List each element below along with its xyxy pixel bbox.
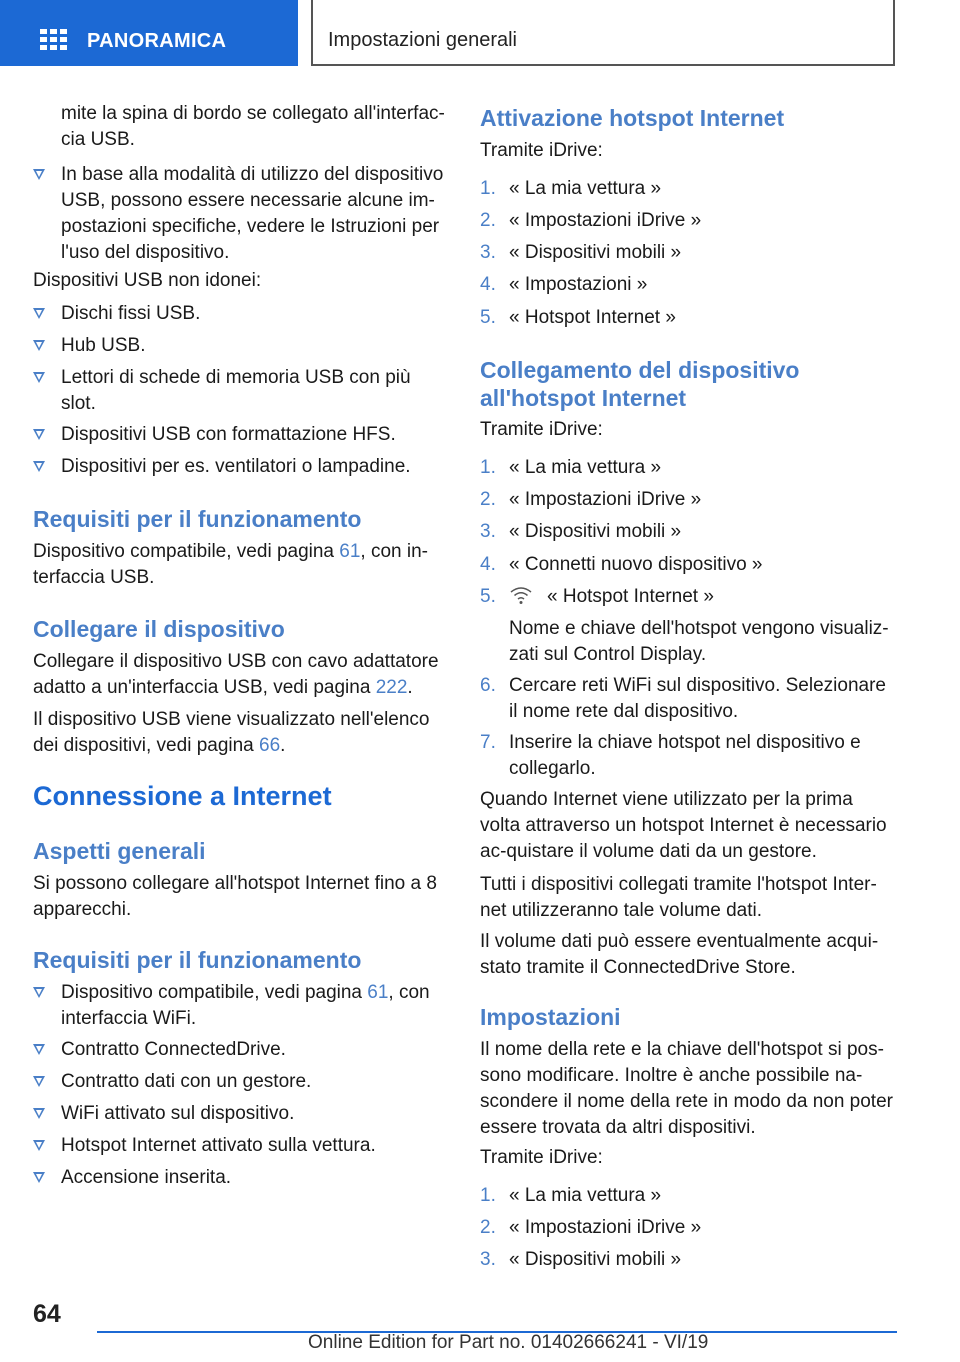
list-item bbox=[33, 1165, 445, 1191]
list-item: 3. « Dispositivi mobili » bbox=[480, 1249, 682, 1270]
triangle-bullet-icon bbox=[33, 1140, 45, 1151]
page-number: 64 bbox=[33, 1300, 61, 1328]
section-heading: Collegamento del dispositivo all'hotspot Internet bbox=[480, 357, 800, 411]
list-item-text: Dispositivi per es. ventilatori o lampadine. bbox=[61, 456, 411, 477]
paragraph: Tutti i dispositivi collegati tramite l'hotspot Inter-net utilizzeranno tale volume dati. bbox=[480, 874, 877, 921]
paragraph: Si possono collegare all'hotspot Internet fino a 8 apparecchi. bbox=[33, 873, 437, 920]
triangle-bullet-icon bbox=[33, 1076, 45, 1087]
paragraph: Tramite iDrive: bbox=[480, 1147, 603, 1168]
triangle-bullet-icon bbox=[33, 987, 45, 998]
paragraph: Tramite iDrive: bbox=[480, 419, 603, 440]
list-item: 3. « Dispositivi mobili » bbox=[480, 242, 682, 263]
list-item-text: Dispositivi USB con formattazione HFS. bbox=[61, 424, 396, 445]
list-item: 1. « La mia vettura » bbox=[480, 178, 662, 199]
page-link[interactable]: 222 bbox=[375, 677, 408, 698]
list-item-text: Dischi fissi USB. bbox=[61, 303, 201, 324]
paragraph: Dispositivo compatibile, vedi pagina 61, con in-terfaccia USB. bbox=[33, 541, 429, 588]
list-item: 4. « Connetti nuovo dispositivo » bbox=[480, 554, 763, 575]
unsuitable-intro: Dispositivi USB non idonei: bbox=[33, 270, 262, 291]
list-item: 3. « Dispositivi mobili » bbox=[480, 521, 682, 542]
footer-edition: Online Edition for Part no. 01402666241 - VI/19 bbox=[308, 1332, 709, 1353]
chapter-heading: Connessione a Internet bbox=[33, 781, 332, 811]
list-item: 6. Cercare reti WiFi sul dispositivo. Selezionare il nome rete dal dispositivo. bbox=[480, 675, 886, 722]
list-item: Dispositivo compatibile, vedi pagina 61, con interfaccia WiFi. bbox=[33, 980, 445, 1032]
page-link[interactable]: 66 bbox=[259, 735, 281, 756]
list-item: 1. « La mia vettura » bbox=[480, 457, 662, 478]
paragraph: Il volume dati può essere eventualmente acqui-stato tramite il ConnectedDrive Store. bbox=[480, 931, 879, 978]
paragraph: Tramite iDrive: bbox=[480, 140, 603, 161]
triangle-bullet-icon bbox=[33, 308, 45, 319]
triangle-bullet-icon bbox=[33, 169, 45, 180]
list-item-text: WiFi attivato sul dispositivo. bbox=[61, 1103, 295, 1124]
page-link[interactable]: 61 bbox=[367, 982, 389, 1003]
overview-nav-label: PANORAMICA bbox=[87, 30, 227, 52]
section-heading: Aspetti generali bbox=[33, 838, 206, 864]
grid-icon bbox=[40, 29, 68, 51]
triangle-bullet-icon bbox=[33, 372, 45, 383]
section-heading: Requisiti per il funzionamento bbox=[33, 947, 362, 973]
page-link[interactable]: 61 bbox=[339, 541, 361, 562]
section-heading: Collegare il dispositivo bbox=[33, 616, 285, 642]
overview-nav-button[interactable] bbox=[0, 0, 298, 66]
list-item bbox=[33, 454, 445, 480]
triangle-bullet-icon bbox=[33, 1044, 45, 1055]
list-item bbox=[33, 1037, 445, 1063]
list-item: 2. « Impostazioni iDrive » bbox=[480, 489, 702, 510]
list-item bbox=[33, 365, 445, 417]
list-item bbox=[33, 333, 445, 359]
list-item: 5. « Hotspot Internet » bbox=[480, 586, 714, 607]
page-header bbox=[0, 0, 960, 66]
wifi-icon bbox=[509, 585, 533, 605]
continued-text: mite la spina di bordo se collegato all'interfac-cia USB. bbox=[61, 103, 445, 150]
list-item: 2. « Impostazioni iDrive » bbox=[480, 1217, 702, 1238]
list-item bbox=[33, 301, 445, 327]
section-heading: Impostazioni bbox=[480, 1004, 621, 1030]
paragraph: Quando Internet viene utilizzato per la prima volta attraverso un hotspot Internet è necessario ac-quistare il volume dati da un gestore. bbox=[480, 789, 887, 862]
list-item-text: Contratto dati con un gestore. bbox=[61, 1071, 312, 1092]
triangle-bullet-icon bbox=[33, 429, 45, 440]
triangle-bullet-icon bbox=[33, 340, 45, 351]
triangle-bullet-icon bbox=[33, 1172, 45, 1183]
section-heading: Attivazione hotspot Internet bbox=[480, 105, 785, 131]
list-item bbox=[33, 1101, 445, 1127]
section-title-box bbox=[311, 0, 895, 66]
section-title: Impostazioni generali bbox=[328, 29, 517, 51]
list-item bbox=[33, 1133, 445, 1159]
triangle-bullet-icon bbox=[33, 461, 45, 472]
paragraph: Il dispositivo USB viene visualizzato nell'elenco dei dispositivi, vedi pagina 66. bbox=[33, 709, 430, 756]
list-item-text: Hotspot Internet attivato sulla vettura. bbox=[61, 1135, 376, 1156]
section-heading: Requisiti per il funzionamento bbox=[33, 506, 362, 532]
list-item-text: In base alla modalità di utilizzo del dispositivo USB, possono essere necessarie alcune im-postazioni specifiche, vedere le Istruzioni per l'uso del dispositivo. bbox=[61, 164, 444, 263]
list-item bbox=[33, 422, 445, 448]
list-item: 1. « La mia vettura » bbox=[480, 1185, 662, 1206]
list-item: 2. « Impostazioni iDrive » bbox=[480, 210, 702, 231]
list-item-text: Lettori di schede di memoria USB con più slot. bbox=[61, 367, 411, 414]
list-item bbox=[33, 162, 445, 266]
list-item-text: Hub USB. bbox=[61, 335, 146, 356]
step-note: Nome e chiave dell'hotspot vengono visualiz-zati sul Control Display. bbox=[509, 618, 889, 665]
list-item-text: Contratto ConnectedDrive. bbox=[61, 1039, 286, 1060]
list-item: 7. Inserire la chiave hotspot nel dispositivo e collegarlo. bbox=[480, 732, 861, 779]
triangle-bullet-icon bbox=[33, 1108, 45, 1119]
list-item bbox=[33, 1069, 445, 1095]
list-item-text: Accensione inserita. bbox=[61, 1167, 232, 1188]
list-item: 4. « Impostazioni » bbox=[480, 274, 648, 295]
paragraph: Collegare il dispositivo USB con cavo adattatore adatto a un'interfaccia USB, vedi pagina 222. bbox=[33, 651, 439, 698]
list-item: 5. « Hotspot Internet » bbox=[480, 307, 676, 328]
paragraph: Il nome della rete e la chiave dell'hotspot si pos-sono modificare. Inoltre è anche possibile na-scondere il nome della rete in modo da non poter essere trovata da altri dispositivi. bbox=[480, 1039, 893, 1138]
